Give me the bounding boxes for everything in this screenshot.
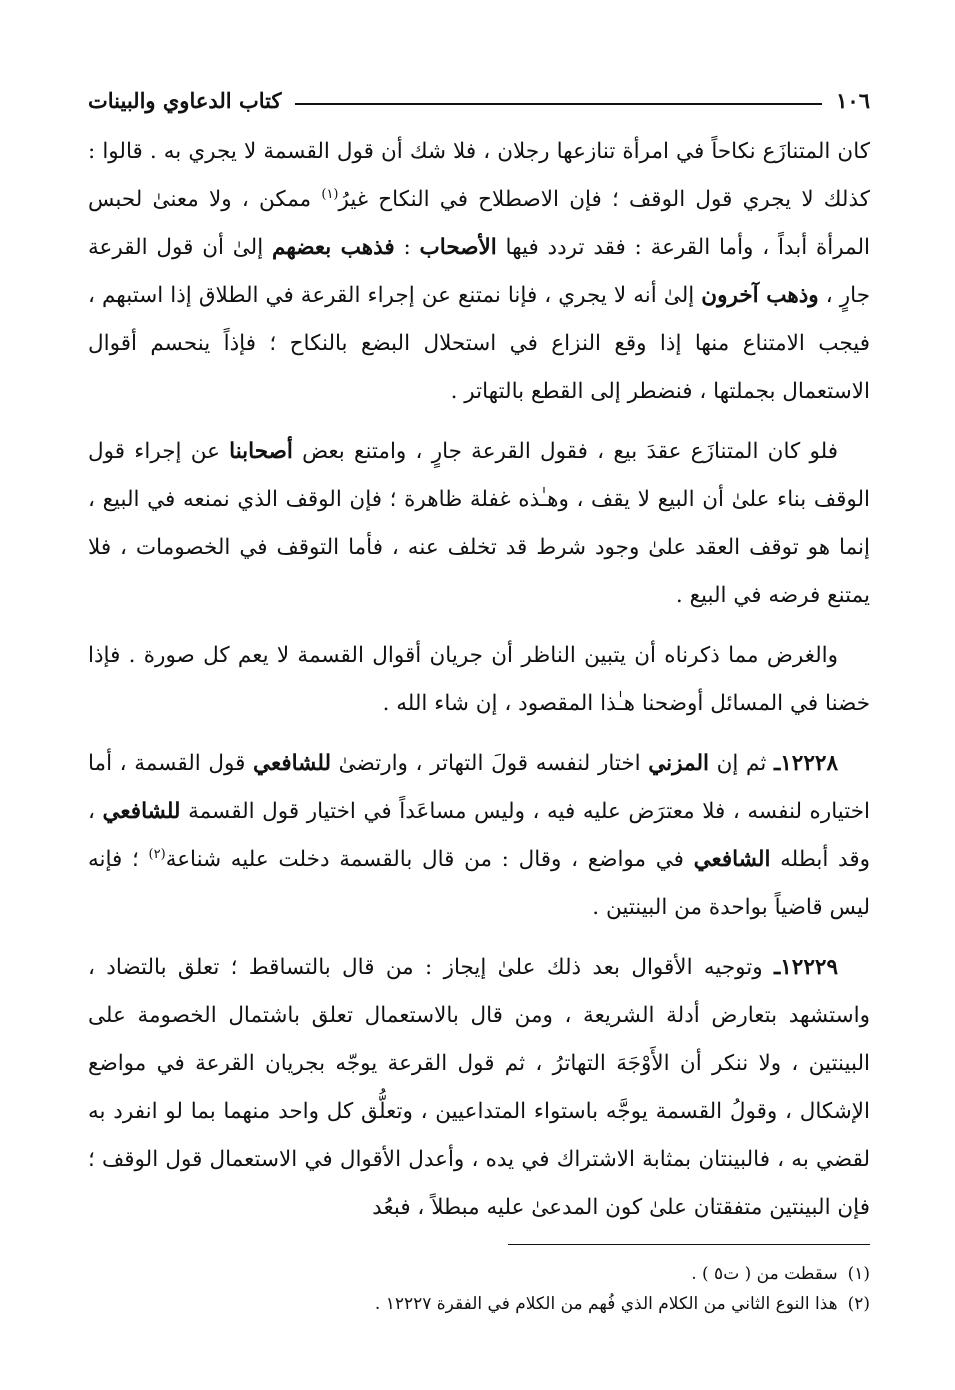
footnotes xyxy=(88,1259,870,1319)
footnote-ref-1: (١) xyxy=(321,186,339,202)
document-page xyxy=(88,80,870,1320)
running-title: كتاب الدعاوي والبينات xyxy=(88,87,282,113)
text-run: ؛ فإنه ليس قاضياً بواحدة من البينتين . xyxy=(88,847,870,920)
bold-term: للشافعي xyxy=(102,799,181,824)
text-run: إلىٰ أن قول القرعة جارٍ ، xyxy=(88,235,870,308)
paragraph-4 xyxy=(88,740,870,932)
text-run: في مواضع ، وقال : من قال بالقسمة دخلت عليه شناعة xyxy=(165,847,694,872)
text-run: وتوجيه الأقوال بعد ذلك علىٰ إيجاز : من قال بالتساقط ؛ تعلق بالتضاد ، واستشهد بتعارض أدلة الشريعة ، ومن قال بالاستعمال تعلق باشتمال الخصومة على البينتين ، ولا ننكر أن الأَوْجَهَ التهاترُ ، ثم قول القرعة يوجّه بجريان القرعة في مواضع الإشكال ، وقولُ القسمة يوجَّه باستواء المتداعيين ، وتعلُّق كل واحد منهما بما لو انفرد به لقضي به ، فالبينتان بمثابة الاشتراك في يده ، وأعدل الأقوال في الاستعمال قول الوقف ؛ فإن البينتين متفقتان علىٰ كون المدعىٰ عليه مبطلاً ، فبعُد xyxy=(88,955,870,1220)
paragraph-1 xyxy=(88,128,870,416)
text-run: فلو كان المتنازَع عقدَ بيع ، فقول القرعة جارٍ ، وامتنع بعض xyxy=(292,439,838,464)
text-run: إلىٰ أنه لا يجري ، فإنا نمتنع عن إجراء القرعة في الطلاق إذا استبهم ، فيجب الامتناع منها إذا وقع النزاع في استحلال البضع بالنكاح ؛ فإذاً ينحسم أقوال الاستعمال بجملتها ، فنضطر إلى القطع بالتهاتر . xyxy=(88,283,870,404)
text-run: : xyxy=(394,235,420,260)
paragraph-number: ١٢٢٢٩ـ xyxy=(773,955,838,980)
text-run: عن إجراء قول الوقف بناء علىٰ أن البيع لا يقف ، وهـٰذه غفلة ظاهرة ؛ فإن الوقف الذي نمنعه في البيع ، إنما هو توقف العقد علىٰ وجود شرط قد تخلف عنه ، فأما التوقف في الخصومات ، فلا يمتنع فرضه في البيع . xyxy=(88,439,870,608)
bold-term: أصحابنا xyxy=(229,439,293,464)
footnote-text: هذا النوع الثاني من الكلام الذي فُهم من الكلام في الفقرة ١٢٢٢٧ . xyxy=(374,1294,838,1314)
footnote-separator xyxy=(508,1244,870,1245)
text-run: قول القسمة ، أما اختياره لنفسه ، فلا معترَض عليه فيه ، وليس مساعَداً في اختيار قول القسمة xyxy=(88,751,870,824)
header-rule xyxy=(295,103,822,105)
bold-term: وذهب آخرون xyxy=(701,283,819,308)
footnote-2 xyxy=(88,1289,870,1319)
bold-term: فذهب بعضهم xyxy=(272,235,395,260)
page-header xyxy=(88,80,870,120)
footnote-ref-2: (٢) xyxy=(148,846,166,862)
footnote-number: (٢) xyxy=(847,1294,870,1314)
footnote-1 xyxy=(88,1259,870,1289)
bold-term: الأصحاب xyxy=(419,235,497,260)
text-run: اختار لنفسه قولَ التهاتر ، وارتضىٰ xyxy=(331,751,649,776)
text-run: كان المتنازَع نكاحاً في امرأة تنازعها رجلان ، فلا شك أن قول القسمة لا يجري به . قالوا : كذلك لا يجري قول الوقف ؛ فإن الاصطلاح في النكاح غيرُ xyxy=(88,139,870,212)
bold-term: الشافعي xyxy=(693,847,771,872)
text-run: ممكن ، ولا معنىٰ لحبس المرأة أبداً ، وأما القرعة : فقد تردد فيها xyxy=(88,187,871,260)
text-run: ثم إن xyxy=(709,751,774,776)
page-number: ١٠٦ xyxy=(836,87,870,113)
text-run: والغرض مما ذكرناه أن يتبين الناظر أن جريان أقوال القسمة لا يعم كل صورة . فإذا خضنا في المسائل أوضحنا هـٰذا المقصود ، إن شاء الله . xyxy=(88,643,870,716)
text-run: ، وقد أبطله xyxy=(88,799,870,872)
paragraph-3 xyxy=(88,632,870,728)
paragraph-2 xyxy=(88,428,870,620)
paragraph-number: ١٢٢٢٨ـ xyxy=(773,751,838,776)
bold-term: للشافعي xyxy=(253,751,332,776)
paragraph-5 xyxy=(88,944,870,1232)
body-text xyxy=(88,128,870,1232)
footnote-text: سقطت من ( ت٥ ) . xyxy=(691,1264,838,1284)
bold-term: المزني xyxy=(648,751,709,776)
footnote-number: (١) xyxy=(847,1264,870,1284)
